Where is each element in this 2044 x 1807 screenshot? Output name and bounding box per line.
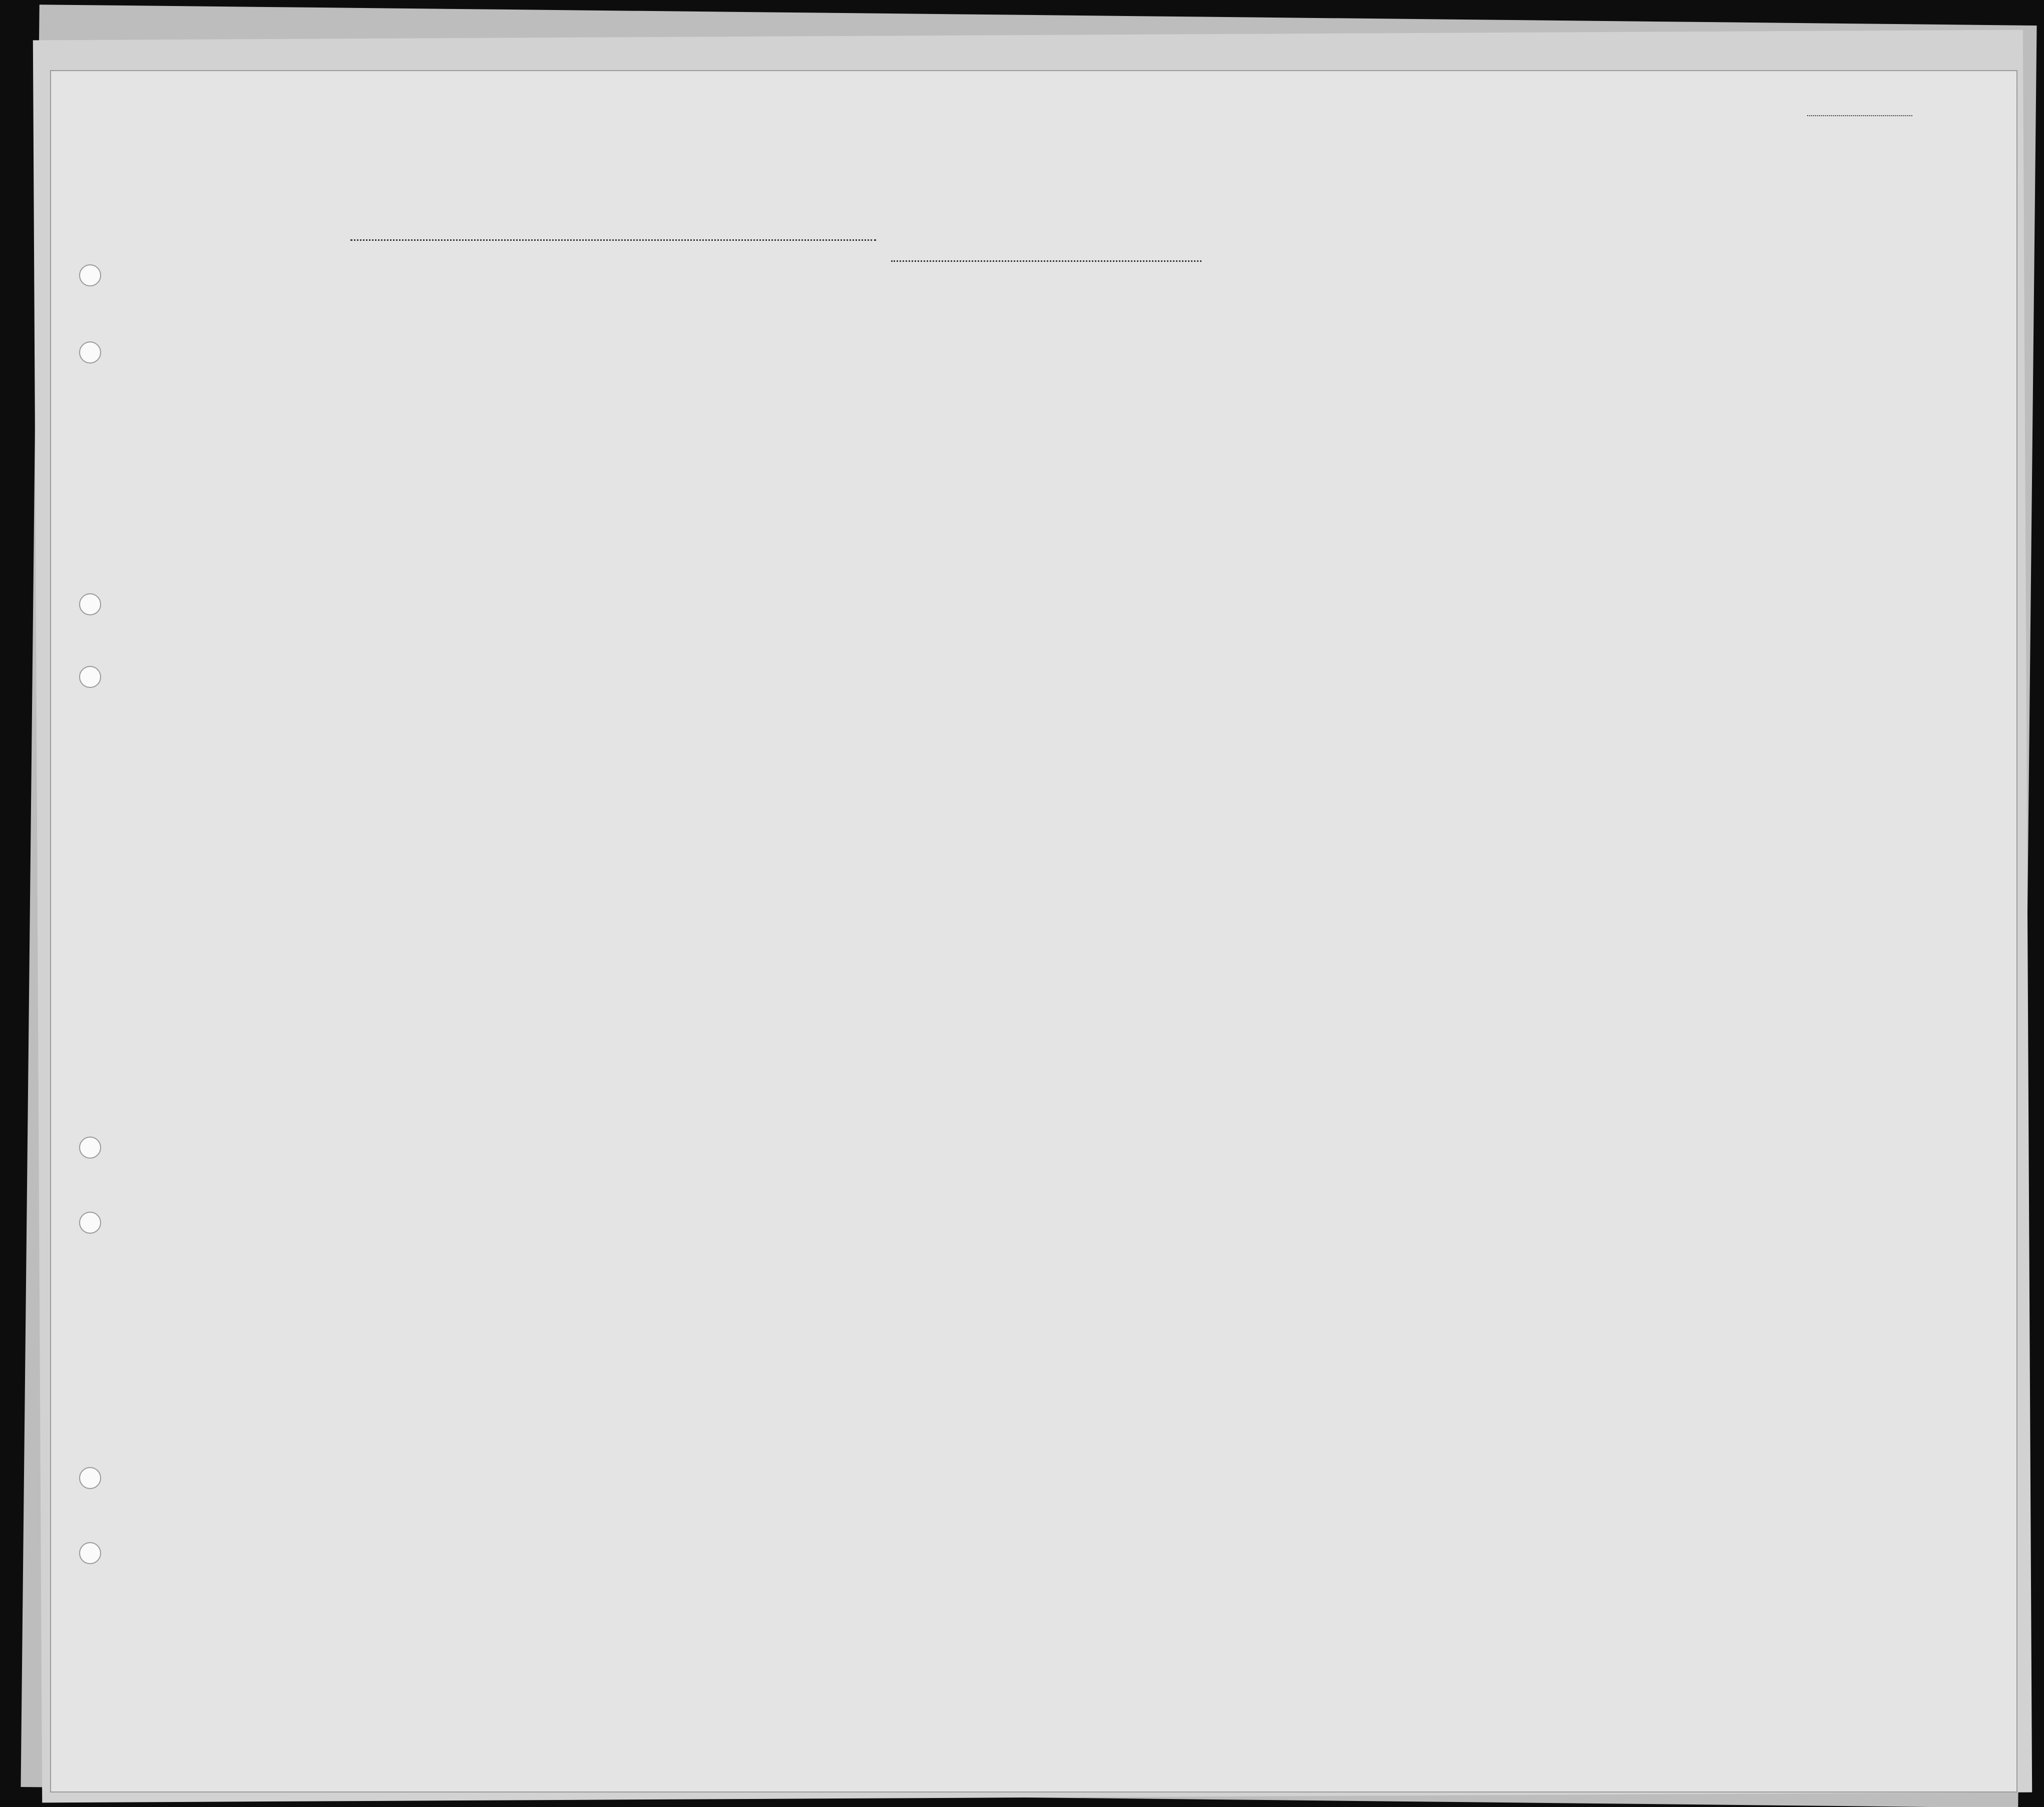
arriving-date-line: [891, 260, 1201, 262]
list-value: [1807, 115, 1912, 116]
punch-hole-icon: [79, 1542, 101, 1564]
punch-hole-icon: [79, 341, 101, 364]
punch-hole-icon: [79, 264, 101, 286]
punch-hole-icon: [79, 1137, 101, 1159]
punch-hole-icon: [79, 1212, 101, 1234]
punch-hole-icon: [79, 593, 101, 615]
manifest-sheet: [50, 70, 2017, 1792]
punch-hole-icon: [79, 666, 101, 688]
punch-hole-icon: [79, 1467, 101, 1489]
arriving-port: [350, 239, 876, 241]
